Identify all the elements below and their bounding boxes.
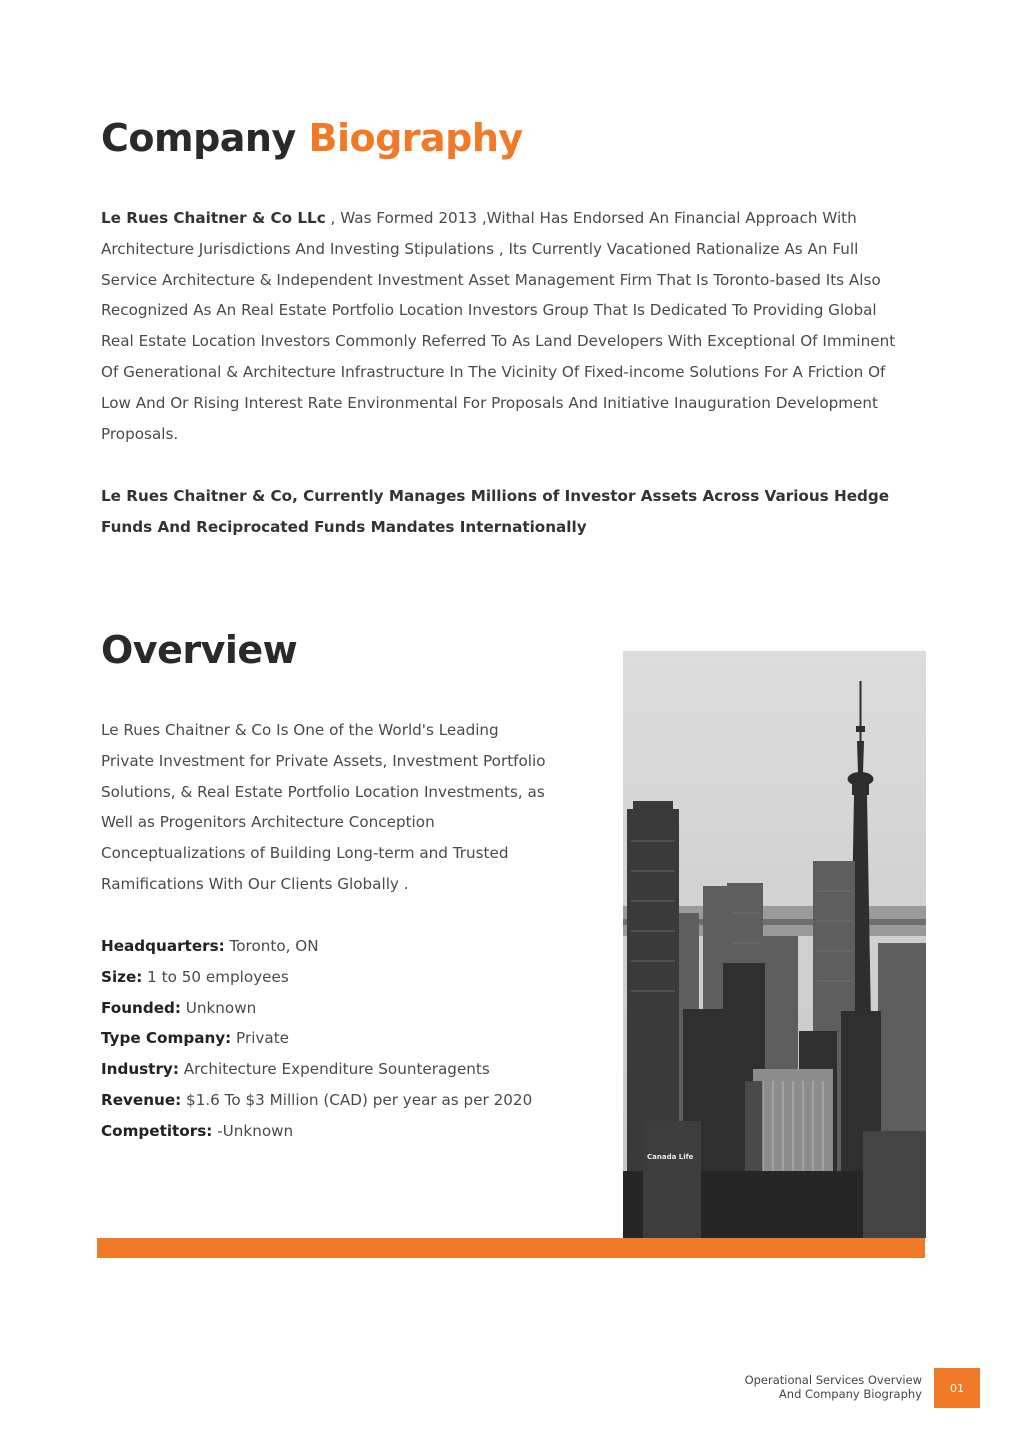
fact-headquarters xyxy=(101,931,532,962)
fact-label: Competitors: xyxy=(101,1121,213,1140)
fact-competitors xyxy=(101,1116,532,1147)
company-facts-list xyxy=(101,931,532,1147)
fact-value: Toronto, ON xyxy=(224,937,319,955)
fact-label: Founded: xyxy=(101,998,181,1017)
fact-revenue xyxy=(101,1085,532,1116)
fact-value: 1 to 50 employees xyxy=(142,967,289,986)
fact-value: Private xyxy=(231,1029,290,1048)
skyline-illustration xyxy=(623,651,926,1238)
fact-value: Architecture Expenditure Sounteragents xyxy=(178,1060,490,1079)
assets-statement: Le Rues Chaitner & Co, Currently Manages Millions of Investor Assets Across Various Hedge Funds And Reciprocated Funds Mandates Internationally xyxy=(101,487,890,536)
orange-divider-bar xyxy=(97,1238,925,1258)
toronto-skyline-photo xyxy=(623,651,926,1238)
title-dark-word: Company xyxy=(101,116,296,160)
fact-label: Size: xyxy=(101,967,143,986)
fact-industry xyxy=(101,1054,532,1085)
page-number-badge: 01 xyxy=(934,1368,980,1408)
fact-label: Industry: xyxy=(101,1060,179,1079)
fact-founded xyxy=(101,993,532,1024)
fact-label: Revenue: xyxy=(101,1090,182,1109)
footer-line-2: And Company Biography xyxy=(778,1387,922,1401)
title-accent-word: Biography xyxy=(308,116,523,160)
fact-label: Headquarters: xyxy=(101,937,225,955)
fact-size xyxy=(101,962,532,993)
biography-text: , Was Formed 2013 ,Withal Has Endorsed An Financial Approach With Architecture Jurisdictions And Investing Stipulations , Its Currently Vacationed Rationalize As An Full Service Architecture & Independent Investment Asset Management Firm That Is Toronto-based Its Also Recognized As An Real Estate Portfolio Location Investors Group That Is Dedicated To Providing Global Real Estate Location Investors Commonly Referred To As Land Developers With Exceptional Of Imminent Of Generational & Architecture Infrastructure In The Vicinity Of Fixed-income Solutions For A Friction Of Low And Or Rising Interest Rate Environmental For Proposals And Initiative Inauguration Development Proposals. xyxy=(101,209,896,443)
canada-life-sign: Canada Life xyxy=(647,1153,694,1161)
overview-title: Overview xyxy=(101,628,298,672)
fact-label: Type Company: xyxy=(101,1029,232,1048)
fact-value: Unknown xyxy=(180,998,257,1017)
footer-caption xyxy=(745,1373,922,1401)
overview-paragraph: Le Rues Chaitner & Co Is One of the World's Leading Private Investment for Private Assets, Investment Portfolio Solutions, & Real Estate Portfolio Location Investments, as Well as Progenitors Architecture Conception Conceptualizations of Building Long-term and Trusted Ramifications With Our Clients Globally . xyxy=(101,721,546,893)
footer-line-1: Operational Services Overview xyxy=(744,1373,922,1387)
company-biography-title xyxy=(101,116,523,160)
biography-paragraph xyxy=(101,203,906,449)
fact-value: $1.6 To $3 Million (CAD) per year as per 2020 xyxy=(181,1090,533,1109)
fact-type-company xyxy=(101,1023,532,1054)
fact-value: -Unknown xyxy=(212,1121,294,1140)
company-name: Le Rues Chaitner & Co LLc xyxy=(101,209,326,227)
